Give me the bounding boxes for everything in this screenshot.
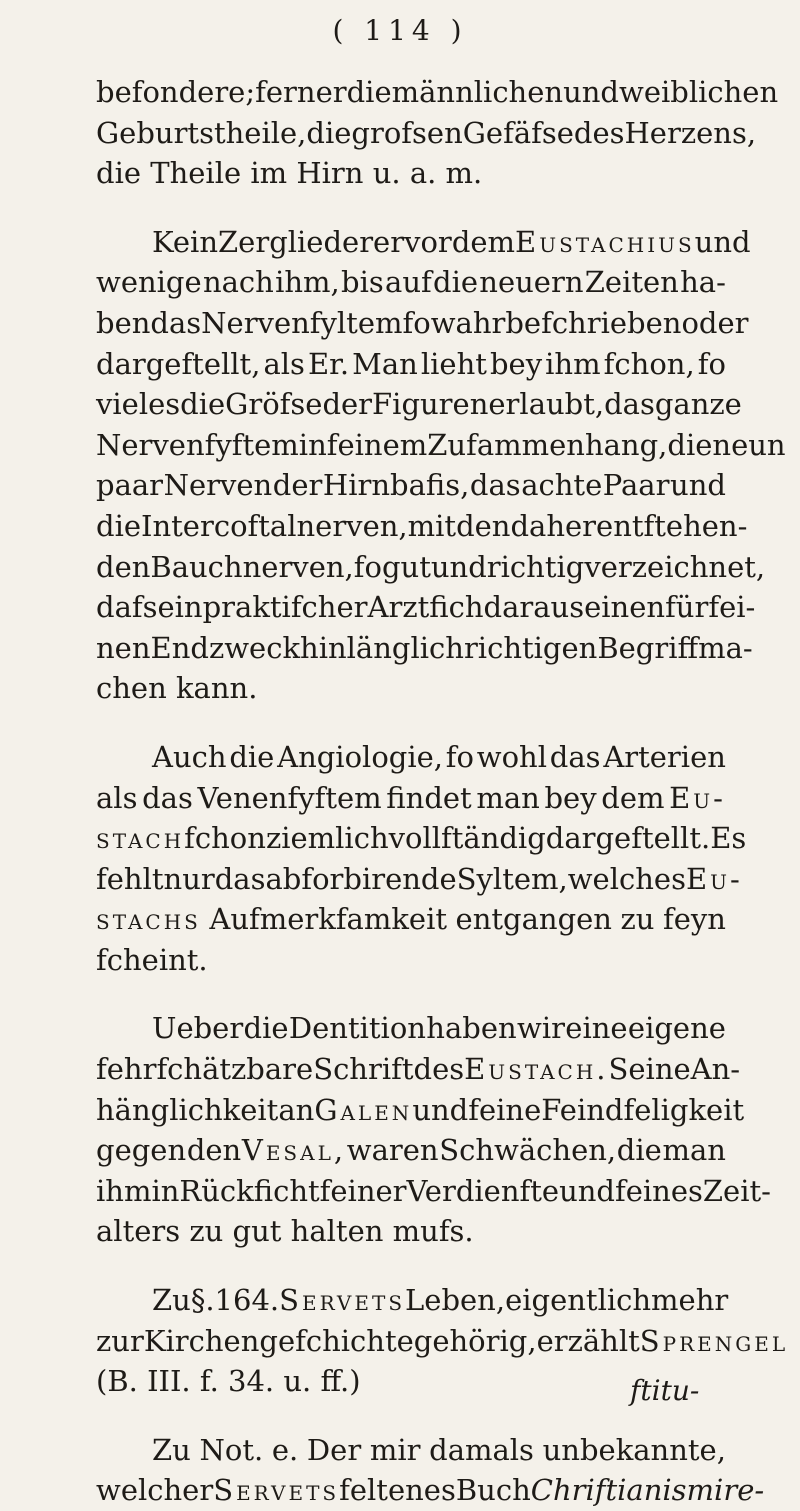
text-line: dafs ein praktifcher Arzt fich daraus einen für fei- <box>96 590 756 625</box>
text-line: den Bauchnerven, fo gut und richtig verzeichnet, <box>96 549 766 584</box>
text-line: befondere ; ferner die männlichen und weiblichen <box>96 75 779 109</box>
page-body <box>96 72 789 1511</box>
paragraph <box>96 1008 771 1252</box>
paragraph-gap <box>96 980 726 1008</box>
text-line: ihm in Rückficht feiner Verdienfte und feines Zeit- <box>96 1173 771 1208</box>
text-line: ben das Nervenfyltem fo wahr befchrieben oder <box>96 305 749 340</box>
paragraph <box>96 222 786 709</box>
text-line: gegen den Vesal, waren Schwächen, die man <box>96 1133 726 1168</box>
text-line: welcher Servets feltenes Buch Chriftianismi re- <box>96 1473 765 1508</box>
text-line: alters zu gut halten mufs. <box>96 1214 474 1249</box>
text-line: wenige nach ihm, bis auf die neuern Zeiten ha- <box>96 265 726 300</box>
text-line: Nervenfyftem in feinem Zufammenhang, die neun <box>96 427 786 462</box>
text-line: Ueber die Dentition haben wir eine eigene <box>152 1011 726 1046</box>
text-line: paar Nerven der Hirnbafis, das achte Paar und <box>96 468 726 503</box>
text-line: hänglichkeit an Galen und feine Feindfeligkeit <box>96 1092 745 1127</box>
text-line: viel es die Gröfse der Figuren erlaubt, das ganze <box>96 387 742 422</box>
text-line: (B. III. f. 34. u. ff.) <box>96 1364 361 1399</box>
text-line: Zu Not. e. Der mir damals unbekannte, <box>152 1432 726 1467</box>
text-line: Auch die Angiologie, fo wohl das Arterien <box>152 739 726 774</box>
paragraph <box>96 72 779 194</box>
text-line: die Theile im Hirn u. a. m. <box>96 156 483 191</box>
text-line: zur Kirchengefchichte gehörig, erzählt Sprengel <box>96 1323 789 1358</box>
page-number: ( 114 ) <box>332 14 468 47</box>
paragraph-gap <box>96 709 726 737</box>
paragraph <box>96 737 747 981</box>
catchword: ftitu- <box>630 1374 700 1407</box>
text-line: Kein Zergliederer vor dem Eustachius und <box>152 224 751 259</box>
paragraph <box>96 1430 765 1511</box>
text-line: fehr fchätzbare Schrift des Eustach. Seine An- <box>96 1052 741 1087</box>
text-line: dargeftellt, als Er. Man lieht bey ihm fchon, fo <box>96 346 726 381</box>
text-line: chen kann. <box>96 671 258 706</box>
text-line: stachs Aufmerkfamkeit entgangen zu feyn <box>96 902 726 937</box>
text-line: Geburtstheile, die grofsen Gefäfse des Herzens, <box>96 115 757 150</box>
text-line: nen Endzweck hinlänglich richtigen Begriff ma- <box>96 630 753 665</box>
text-line: als das Venenfyftem findet man bey dem Eu- <box>96 780 726 815</box>
text-line: stach fchon ziemlich vollftändig dargeftellt. Es <box>96 821 747 856</box>
text-line: fcheint. <box>96 942 208 977</box>
text-line: die Intercoftalnerven, mit den daher entftehen- <box>96 508 748 543</box>
text-line: fehlt nur das abforbirende Syltem, welches Eu- <box>96 861 743 896</box>
text-line: Zu §. 164. Servets Leben, eigentlich mehr <box>152 1283 729 1318</box>
paragraph-gap <box>96 1252 726 1280</box>
paragraph-gap <box>96 194 726 222</box>
